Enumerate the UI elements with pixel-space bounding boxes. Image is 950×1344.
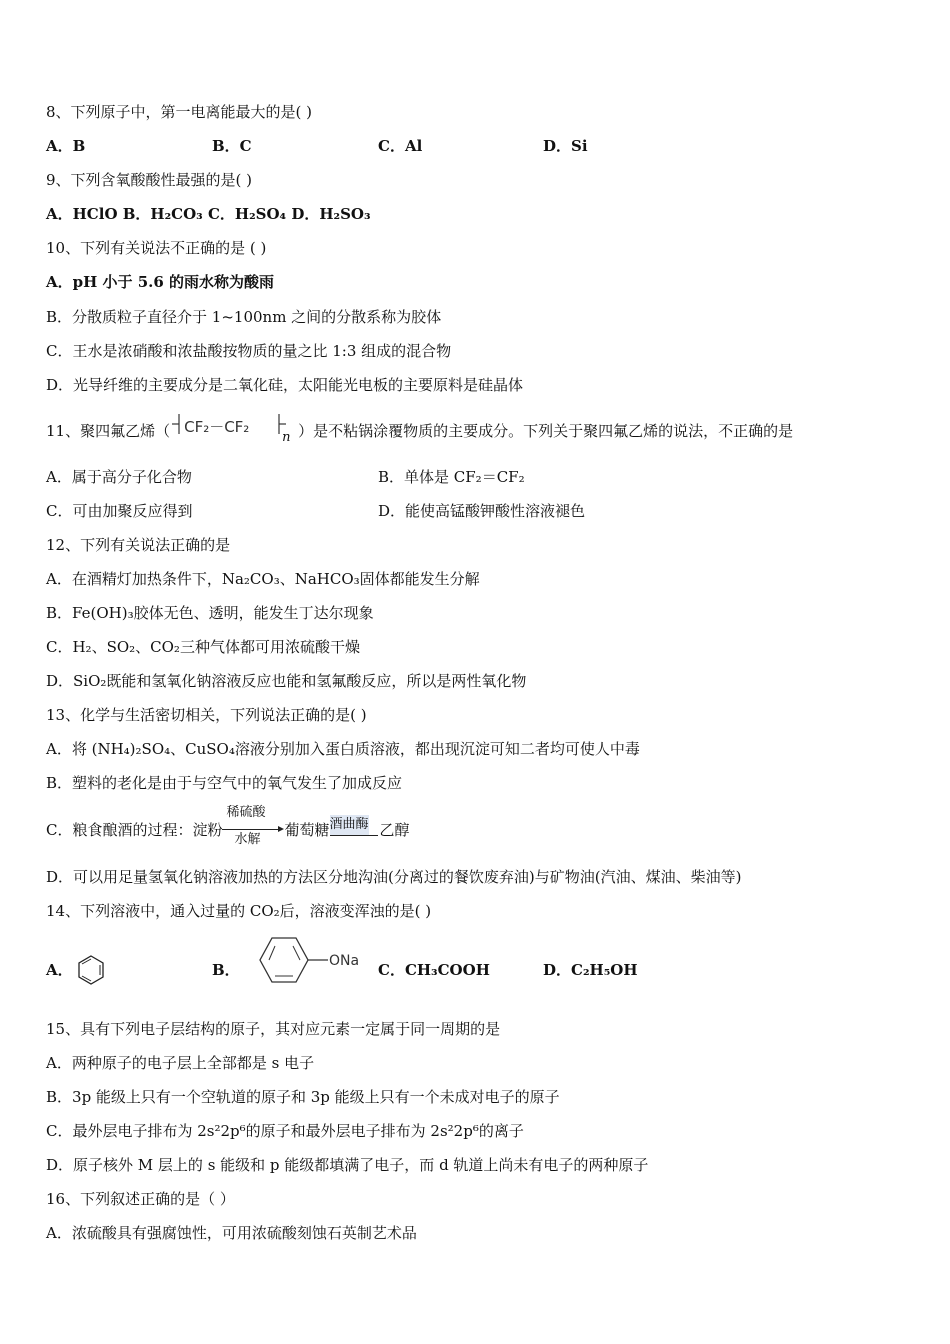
fermentation-arrow <box>329 817 380 841</box>
q10-option-c: C．王水是浓硝酸和浓盐酸按物质的量之比 1:3 组成的混合物 <box>46 342 452 360</box>
q13-c-pre: C．粮食酿酒的过程：淀粉 <box>46 821 223 839</box>
sodium-phenoxide-icon <box>244 934 334 990</box>
q15-option-b: B．3p 能级上只有一个空轨道的原子和 3p 能级上只有一个未成对电子的原子 <box>46 1088 560 1106</box>
arrow2-label: 酒曲酶 <box>330 815 369 835</box>
polymer-n: n <box>282 430 291 445</box>
q10-option-b: B．分散质粒子直径介于 1~100nm 之间的分散系称为胶体 <box>46 308 442 326</box>
q11-option-d: D．能使高锰酸钾酸性溶液褪色 <box>378 502 586 520</box>
q11-option-c: C．可由加聚反应得到 <box>46 502 193 520</box>
q13-option-b: B．塑料的老化是由于与空气中的氧气发生了加成反应 <box>46 774 403 792</box>
q13-c-end: 乙醇 <box>379 821 410 839</box>
q11-option-a: A．属于高分子化合物 <box>46 468 192 486</box>
benzene-icon <box>74 953 108 987</box>
q12-option-d: D．SiO₂既能和氢氧化钠溶液反应也能和氢氟酸反应，所以是两性氧化物 <box>46 672 527 690</box>
q9-stem: 9、下列含氧酸酸性最强的是( ) <box>46 171 253 189</box>
q8-option-c: C．Al <box>378 137 423 155</box>
arrow2-line <box>330 835 378 836</box>
q15-option-d: D．原子核外 M 层上的 s 能级和 p 能级都填满了电子，而 d 轨道上尚未有电子的两种原子 <box>46 1156 649 1174</box>
q14-option-a: A． <box>46 961 73 979</box>
q15-stem: 15、具有下列电子层结构的原子，其对应元素一定属于同一周期的是 <box>46 1020 501 1038</box>
q14-b-substituent: ONa <box>329 953 360 969</box>
arrow-label-top: 稀硫酸 <box>226 805 266 820</box>
q15-option-c: C．最外层电子排布为 2s²2p⁶的原子和最外层电子排布为 2s²2p⁶的离子 <box>46 1122 524 1140</box>
q12-option-a: A．在酒精灯加热条件下，Na₂CO₃、NaHCO₃固体都能发生分解 <box>46 570 480 588</box>
q14-stem: 14、下列溶液中，通入过量的 CO₂后，溶液变浑浊的是( ) <box>46 902 432 920</box>
q12-option-c: C．H₂、SO₂、CO₂三种气体都可用浓硫酸干燥 <box>46 638 360 656</box>
arrow-label-bottom: 水解 <box>234 832 261 847</box>
q12-stem: 12、下列有关说法正确的是 <box>46 536 231 554</box>
q8-option-b: B．C <box>212 137 252 155</box>
q13-option-a: A．将 (NH₄)₂SO₄、CuSO₄溶液分别加入蛋白质溶液，都出现沉淀可知二者均可使人中毒 <box>46 740 640 758</box>
q14-option-b: B． <box>212 961 240 979</box>
q8-option-a: A．B <box>46 137 86 155</box>
q11-stem-post: ）是不粘锅涂覆物质的主要成分。下列关于聚四氟乙烯的说法，不正确的是 <box>298 422 794 440</box>
q13-stem: 13、化学与生活密切相关，下列说法正确的是( ) <box>46 706 367 724</box>
q12-option-b: B．Fe(OH)₃胶体无色、透明，能发生丁达尔现象 <box>46 604 374 622</box>
q8-stem: 8、下列原子中，第一电离能最大的是( ) <box>46 103 313 121</box>
q13-option-c <box>46 805 410 847</box>
q14-option-c: C．CH₃COOH <box>378 961 490 979</box>
q9-options: A．HClO B．H₂CO₃ C．H₂SO₄ D．H₂SO₃ <box>46 205 371 223</box>
q13-c-mid: 葡萄糖 <box>284 821 330 839</box>
q11-option-b: B．单体是 CF₂＝CF₂ <box>378 468 525 486</box>
q10-option-a: A．pH 小于 5.6 的雨水称为酸雨 <box>46 273 275 291</box>
polymer-formula <box>170 418 298 445</box>
q14-option-d: D．C₂H₅OH <box>543 961 638 979</box>
q10-stem: 10、下列有关说法不正确的是 ( ) <box>46 239 267 257</box>
q13-option-d: D．可以用足量氢氧化钠溶液加热的方法区分地沟油(分离过的餐饮废弃油)与矿物油(汽油、煤油、柴油等) <box>46 868 742 886</box>
q16-stem: 16、下列叙述正确的是（ ） <box>46 1190 235 1208</box>
q16-option-a: A．浓硫酸具有强腐蚀性，可用浓硫酸刻蚀石英制艺术品 <box>46 1224 417 1242</box>
hydrolysis-arrow <box>222 805 284 847</box>
q15-option-a: A．两种原子的电子层上全部都是 s 电子 <box>46 1054 315 1072</box>
polymer-repeat-unit: CF₂－CF₂ <box>184 418 250 436</box>
q11-stem-pre: 11、聚四氟乙烯（ <box>46 422 171 440</box>
q11-stem <box>46 418 794 445</box>
q8-option-d: D．Si <box>543 137 588 155</box>
q10-option-d: D．光导纤维的主要成分是二氧化硅，太阳能光电板的主要原料是硅晶体 <box>46 376 524 394</box>
